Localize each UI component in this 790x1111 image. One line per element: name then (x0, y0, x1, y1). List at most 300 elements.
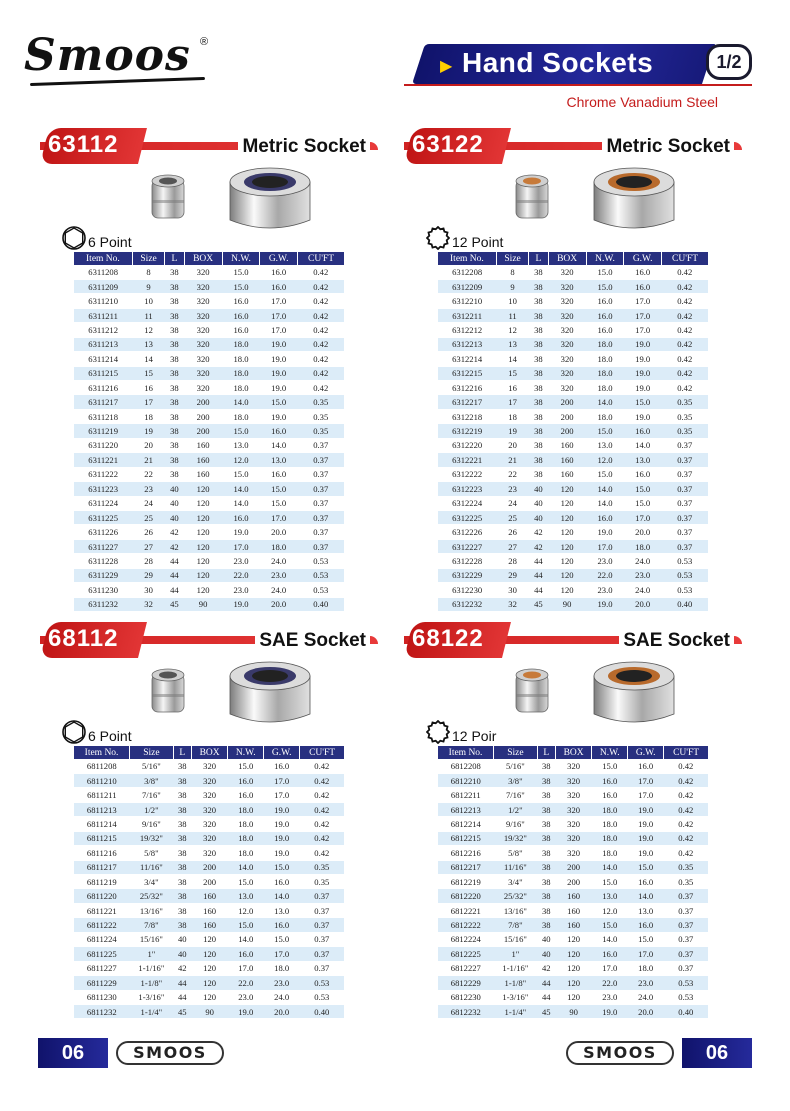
table-cell: 0.37 (300, 903, 344, 917)
table-cell: 6811224 (74, 932, 130, 946)
footer-brand-right: SMOOS (566, 1041, 674, 1065)
table-cell: 17.0 (264, 788, 300, 802)
table-cell: 15.0 (586, 467, 624, 481)
table-cell: 0.53 (298, 583, 345, 597)
table-cell: 18.0 (586, 381, 624, 395)
section-code: 63122 (412, 131, 484, 158)
column-header: N.W. (592, 746, 628, 759)
table-cell: 1-3/16" (494, 990, 538, 1004)
table-cell: 6812215 (438, 831, 494, 845)
table-cell: 19.0 (260, 409, 298, 423)
table-row (438, 453, 708, 467)
table-cell: 6812219 (438, 875, 494, 889)
table-cell: 0.53 (662, 583, 709, 597)
table-cell: 21 (496, 453, 529, 467)
table-cell: 16.0 (228, 947, 264, 961)
table-cell: 14.0 (592, 932, 628, 946)
table-cell: 13.0 (260, 453, 298, 467)
section-metric-12pt (404, 128, 742, 612)
table-cell: 0.53 (298, 568, 345, 582)
table-cell: 6811225 (74, 947, 130, 961)
column-header: L (165, 252, 184, 265)
table-cell: 29 (132, 568, 165, 582)
table-cell: 17.0 (264, 947, 300, 961)
table-cell: 0.42 (300, 788, 344, 802)
table-cell: 24.0 (624, 554, 662, 568)
table-cell: 28 (132, 554, 165, 568)
table-row (438, 947, 708, 961)
table-cell: 7/16" (130, 788, 174, 802)
table-cell: 38 (165, 308, 184, 322)
table-cell: 0.42 (298, 366, 345, 380)
table-cell: 19.0 (624, 337, 662, 351)
table-cell: 0.37 (664, 918, 708, 932)
socket-images (404, 166, 742, 230)
table-row (438, 438, 708, 452)
table-cell: 6812230 (438, 990, 494, 1004)
table-cell: 0.40 (298, 597, 345, 611)
table-cell: 18.0 (222, 337, 260, 351)
table-row (74, 903, 344, 917)
table-cell: 38 (173, 831, 191, 845)
table-cell: 24 (132, 496, 165, 510)
table-cell: 6812211 (438, 788, 494, 802)
table-cell: 120 (555, 961, 591, 975)
table-cell: 0.42 (662, 381, 709, 395)
table-cell: 6311219 (74, 424, 132, 438)
page-title: Hand Sockets (462, 47, 654, 78)
table-cell: 15 (496, 366, 529, 380)
table-cell: 20 (496, 438, 529, 452)
table-cell: 15.0 (586, 424, 624, 438)
table-cell: 17.0 (628, 788, 664, 802)
table-cell: 38 (537, 875, 555, 889)
table-cell: 6311229 (74, 568, 132, 582)
table-cell: 0.37 (662, 510, 709, 524)
table-cell: 0.37 (664, 932, 708, 946)
table-cell: 38 (173, 918, 191, 932)
table-cell: 24 (496, 496, 529, 510)
table-cell: 6311214 (74, 352, 132, 366)
table-cell: 6812224 (438, 932, 494, 946)
table-row (438, 308, 708, 322)
table-cell: 120 (548, 554, 586, 568)
column-header: BOX (555, 746, 591, 759)
column-header: Size (494, 746, 538, 759)
table-cell: 200 (555, 875, 591, 889)
table-cell: 13.0 (586, 438, 624, 452)
table-cell: 18.0 (260, 539, 298, 553)
table-cell: 5/16" (494, 759, 538, 773)
table-cell: 320 (184, 279, 222, 293)
table-row (74, 294, 344, 308)
table-cell: 23.0 (592, 990, 628, 1004)
small-socket-image (148, 170, 188, 222)
table-row (74, 568, 344, 582)
table-cell: 13/16" (494, 903, 538, 917)
table-cell: 18 (496, 409, 529, 423)
table-cell: 42 (529, 539, 548, 553)
table-header-row (74, 252, 344, 265)
table-cell: 0.42 (298, 337, 345, 351)
table-cell: 16.0 (592, 947, 628, 961)
table-cell: 19.0 (586, 525, 624, 539)
table-header-row (438, 252, 708, 265)
table-cell: 0.42 (664, 759, 708, 773)
table-cell: 6312211 (438, 308, 496, 322)
table-cell: 12.0 (586, 453, 624, 467)
table-cell: 38 (173, 802, 191, 816)
column-header: G.W. (264, 746, 300, 759)
point-type-label: 6 Point (88, 234, 132, 250)
table-cell: 16.0 (628, 759, 664, 773)
table-cell: 44 (537, 990, 555, 1004)
table-cell: 6812225 (438, 947, 494, 961)
table-cell: 16 (132, 381, 165, 395)
table-cell: 6311223 (74, 482, 132, 496)
table-cell: 0.42 (664, 831, 708, 845)
table-cell: 320 (184, 337, 222, 351)
column-header: Item No. (438, 746, 494, 759)
table-cell: 120 (191, 932, 227, 946)
table-cell: 14.0 (624, 438, 662, 452)
table-cell: 38 (537, 903, 555, 917)
table-cell: 18 (132, 409, 165, 423)
table-cell: 14.0 (222, 395, 260, 409)
table-cell: 38 (537, 846, 555, 860)
table-cell: 23.0 (586, 554, 624, 568)
table-cell: 0.37 (662, 467, 709, 481)
table-cell: 40 (165, 482, 184, 496)
table-cell: 24.0 (260, 554, 298, 568)
table-cell: 32 (132, 597, 165, 611)
table-cell: 90 (184, 597, 222, 611)
table-cell: 38 (173, 788, 191, 802)
table-cell: 13.0 (592, 889, 628, 903)
table-row (438, 352, 708, 366)
table-cell: 14.0 (260, 438, 298, 452)
table-row (438, 366, 708, 380)
table-cell: 8 (496, 265, 529, 279)
table-cell: 0.42 (300, 802, 344, 816)
table-cell: 200 (548, 409, 586, 423)
table-cell: 16.0 (260, 467, 298, 481)
table-header-row (438, 746, 708, 759)
table-cell: 6311209 (74, 279, 132, 293)
table-cell: 320 (191, 831, 227, 845)
table-cell: 14.0 (628, 889, 664, 903)
table-cell: 320 (191, 773, 227, 787)
table-cell: 44 (537, 976, 555, 990)
table-cell: 19.0 (628, 831, 664, 845)
table-cell: 15.0 (628, 932, 664, 946)
table-row (438, 802, 708, 816)
table-cell: 320 (548, 337, 586, 351)
table-cell: 14.0 (228, 932, 264, 946)
table-row (74, 265, 344, 279)
column-header: CU'FT (664, 746, 708, 759)
table-cell: 6311220 (74, 438, 132, 452)
table-cell: 160 (191, 918, 227, 932)
small-socket-image (148, 664, 188, 716)
table-cell: 15.0 (592, 875, 628, 889)
table-cell: 5/8" (130, 846, 174, 860)
table-cell: 6312224 (438, 496, 496, 510)
table-cell: 23.0 (222, 583, 260, 597)
table-cell: 38 (173, 817, 191, 831)
table-cell: 6812217 (438, 860, 494, 874)
table-row (74, 918, 344, 932)
table-cell: 6312217 (438, 395, 496, 409)
table-cell: 6811230 (74, 990, 130, 1004)
table-cell: 6811221 (74, 903, 130, 917)
table-cell: 32 (496, 597, 529, 611)
table-cell: 6311227 (74, 539, 132, 553)
table-cell: 0.42 (300, 759, 344, 773)
table-cell: 16.0 (624, 424, 662, 438)
column-header: G.W. (628, 746, 664, 759)
table-cell: 3/4" (494, 875, 538, 889)
table-cell: 12 (132, 323, 165, 337)
table-cell: 15.0 (260, 482, 298, 496)
table-cell: 0.42 (664, 788, 708, 802)
table-cell: 0.42 (662, 265, 709, 279)
table-cell: 38 (529, 265, 548, 279)
table-cell: 19.0 (264, 817, 300, 831)
table-cell: 0.35 (298, 409, 345, 423)
table-row (74, 539, 344, 553)
table-cell: 16.0 (586, 510, 624, 524)
table-row (438, 932, 708, 946)
table-cell: 120 (184, 510, 222, 524)
table-cell: 15.0 (228, 918, 264, 932)
table-cell: 6312227 (438, 539, 496, 553)
table-cell: 0.42 (662, 279, 709, 293)
table-cell: 6312215 (438, 366, 496, 380)
table-row (438, 279, 708, 293)
table-cell: 13.0 (624, 453, 662, 467)
table-cell: 16.0 (260, 424, 298, 438)
table-cell: 9/16" (494, 817, 538, 831)
table-cell: 0.53 (662, 568, 709, 582)
table-cell: 0.37 (300, 918, 344, 932)
table-cell: 14.0 (228, 860, 264, 874)
table-cell: 23 (132, 482, 165, 496)
table-cell: 120 (555, 947, 591, 961)
table-cell: 120 (184, 496, 222, 510)
table-cell: 10 (496, 294, 529, 308)
table-cell: 38 (165, 381, 184, 395)
table-row (74, 932, 344, 946)
table-cell: 6812214 (438, 817, 494, 831)
point-type-label: 6 Point (88, 728, 132, 744)
table-cell: 6312208 (438, 265, 496, 279)
table-cell: 38 (537, 860, 555, 874)
table-cell: 320 (548, 279, 586, 293)
table-cell: 15 (132, 366, 165, 380)
section-title: SAE Socket (619, 630, 734, 652)
table-cell: 45 (537, 1004, 555, 1018)
large-socket-image (224, 658, 316, 728)
table-cell: 38 (173, 773, 191, 787)
table-cell: 0.42 (662, 308, 709, 322)
page-indicator: 1/2 (706, 44, 752, 80)
table-cell: 1-1/16" (130, 961, 174, 975)
table-cell: 38 (529, 467, 548, 481)
table-cell: 1-3/16" (130, 990, 174, 1004)
table-row (438, 265, 708, 279)
table-cell: 10 (132, 294, 165, 308)
table-cell: 6311218 (74, 409, 132, 423)
table-cell: 12.0 (592, 903, 628, 917)
footer-right (562, 1038, 754, 1068)
section-title: Metric Socket (602, 136, 734, 158)
table-cell: 18.0 (222, 381, 260, 395)
table-cell: 16.0 (628, 918, 664, 932)
table-cell: 18.0 (228, 831, 264, 845)
table-cell: 7/8" (494, 918, 538, 932)
section-code: 68122 (412, 625, 484, 652)
table-cell: 19.0 (592, 1004, 628, 1018)
column-header: Item No. (74, 746, 130, 759)
table-cell: 6811215 (74, 831, 130, 845)
table-cell: 42 (537, 961, 555, 975)
table-cell: 320 (191, 802, 227, 816)
table-row (74, 467, 344, 481)
table-cell: 6812213 (438, 802, 494, 816)
column-header: N.W. (222, 252, 260, 265)
table-cell: 21 (132, 453, 165, 467)
table-cell: 20.0 (624, 597, 662, 611)
table-row (438, 976, 708, 990)
table-cell: 19.0 (624, 352, 662, 366)
table-cell: 19.0 (624, 381, 662, 395)
table-cell: 19.0 (222, 597, 260, 611)
table-cell: 6811219 (74, 875, 130, 889)
table-cell: 18.0 (222, 366, 260, 380)
table-cell: 0.42 (298, 265, 345, 279)
table-row (438, 539, 708, 553)
table-cell: 13 (496, 337, 529, 351)
column-header: Item No. (74, 252, 132, 265)
title-arrow-icon: ▶ (440, 58, 453, 75)
table-cell: 320 (548, 294, 586, 308)
table-cell: 7/8" (130, 918, 174, 932)
table-cell: 24.0 (260, 583, 298, 597)
table-cell: 16.0 (222, 510, 260, 524)
registered-mark: ® (200, 36, 209, 48)
table-cell: 1" (494, 947, 538, 961)
table-cell: 14.0 (222, 482, 260, 496)
table-row (74, 279, 344, 293)
spec-table (74, 252, 344, 612)
table-cell: 0.37 (298, 438, 345, 452)
table-cell: 25/32" (130, 889, 174, 903)
table-cell: 17.0 (228, 961, 264, 975)
brand-logo (24, 30, 214, 90)
table-cell: 6311226 (74, 525, 132, 539)
table-cell: 0.53 (664, 976, 708, 990)
table-cell: 120 (184, 568, 222, 582)
table-cell: 15.0 (624, 496, 662, 510)
table-row (74, 409, 344, 423)
table-cell: 320 (184, 294, 222, 308)
table-cell: 200 (184, 424, 222, 438)
table-cell: 29 (496, 568, 529, 582)
section-title: SAE Socket (255, 630, 370, 652)
table-cell: 0.37 (300, 932, 344, 946)
table-cell: 320 (184, 265, 222, 279)
table-cell: 0.35 (300, 875, 344, 889)
table-cell: 17.0 (260, 308, 298, 322)
table-row (438, 568, 708, 582)
table-cell: 320 (191, 846, 227, 860)
table-cell: 20.0 (628, 1004, 664, 1018)
table-cell: 6312228 (438, 554, 496, 568)
table-cell: 6811232 (74, 1004, 130, 1018)
table-cell: 26 (132, 525, 165, 539)
table-cell: 38 (529, 409, 548, 423)
table-cell: 160 (548, 467, 586, 481)
table-cell: 19.0 (624, 366, 662, 380)
table-row (438, 424, 708, 438)
section-metric-6pt (40, 128, 378, 612)
table-cell: 6311221 (74, 453, 132, 467)
table-cell: 120 (548, 525, 586, 539)
table-cell: 22.0 (586, 568, 624, 582)
table-cell: 17.0 (222, 539, 260, 553)
table-cell: 0.37 (664, 889, 708, 903)
table-cell: 6311212 (74, 323, 132, 337)
socket-images (404, 660, 742, 724)
table-cell: 38 (165, 467, 184, 481)
table-cell: 6811213 (74, 802, 130, 816)
hex-socket-icon (62, 720, 86, 744)
table-cell: 5/16" (130, 759, 174, 773)
table-cell: 16.0 (264, 759, 300, 773)
table-cell: 24.0 (624, 583, 662, 597)
table-cell: 38 (165, 323, 184, 337)
table-cell: 0.53 (300, 976, 344, 990)
table-cell: 15.0 (260, 395, 298, 409)
table-cell: 0.42 (300, 831, 344, 845)
table-cell: 40 (529, 482, 548, 496)
table-cell: 200 (184, 395, 222, 409)
table-cell: 200 (555, 860, 591, 874)
table-cell: 1/2" (494, 802, 538, 816)
table-cell: 38 (529, 395, 548, 409)
table-cell: 38 (173, 903, 191, 917)
table-cell: 0.42 (662, 337, 709, 351)
table-cell: 6312212 (438, 323, 496, 337)
table-cell: 0.42 (300, 773, 344, 787)
table-cell: 13.0 (264, 903, 300, 917)
table-cell: 120 (548, 539, 586, 553)
table-cell: 6812227 (438, 961, 494, 975)
table-cell: 42 (173, 961, 191, 975)
table-cell: 18.0 (586, 352, 624, 366)
table-cell: 42 (165, 539, 184, 553)
table-cell: 0.37 (298, 467, 345, 481)
table-cell: 1-1/4" (494, 1004, 538, 1018)
table-cell: 16.0 (586, 294, 624, 308)
table-cell: 120 (191, 947, 227, 961)
table-cell: 13.0 (228, 889, 264, 903)
table-cell: 320 (184, 323, 222, 337)
column-header: CU'FT (300, 746, 344, 759)
table-cell: 90 (548, 597, 586, 611)
table-cell: 15.0 (592, 759, 628, 773)
